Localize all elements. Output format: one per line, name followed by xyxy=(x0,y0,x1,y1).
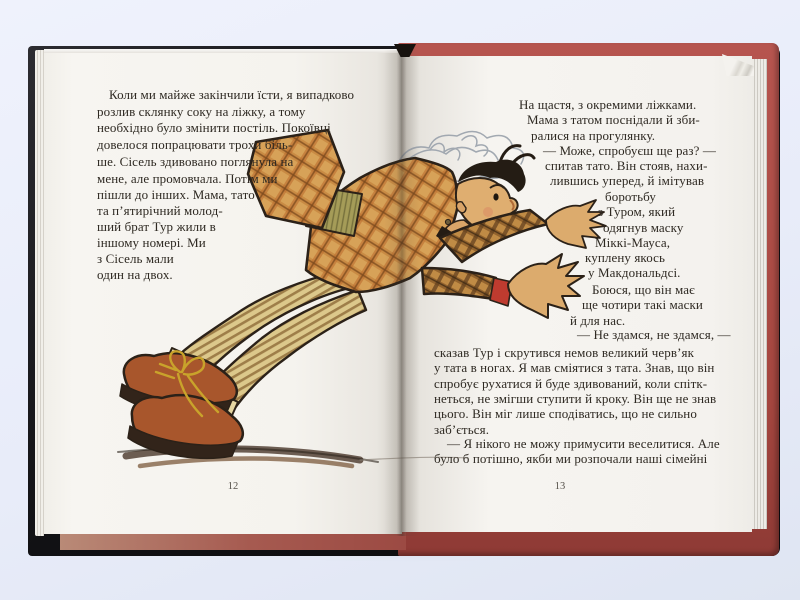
text-line: На щастя, з окремими ліжками. xyxy=(519,97,697,112)
text-line: Боюся, що він має xyxy=(592,282,695,297)
tied-shoes xyxy=(120,353,243,458)
text-line: у тата в ногах. Я мав сміятися з тата. Знав, що він xyxy=(434,360,715,375)
text-line: з Туром, який xyxy=(598,204,676,219)
text-line: сказав Тур і скрутився немов великий черв’як xyxy=(434,345,694,360)
text-line: пішли до інших. Мама, тато xyxy=(97,187,255,202)
text-line: Міккі-Мауса, xyxy=(595,235,671,250)
text-line: довелося попрацювати трохи біль- xyxy=(97,137,293,152)
text-line: — Не здамся, не здамся, — xyxy=(577,327,731,342)
text-line: ще чотири такі маски xyxy=(582,297,703,312)
text-line: необхідно було змінити постіль. Покоївці xyxy=(97,120,331,135)
page-edges-right xyxy=(752,59,767,529)
text-line: розлив склянку соку на ліжку, а тому xyxy=(97,104,306,119)
text-line: у Макдональдсі. xyxy=(588,265,681,280)
page-top-edge xyxy=(44,49,398,53)
text-line: мене, але промовчала. Потім ми xyxy=(97,171,278,186)
blush-cheek xyxy=(483,207,493,217)
text-line: та п’ятирічний молод- xyxy=(97,203,223,218)
page-edges-left xyxy=(35,50,44,536)
text-line: заб’ється. xyxy=(434,422,490,437)
text-line: ший брат Тур жили в xyxy=(97,219,216,234)
text-line: з Сісель мали xyxy=(97,251,174,266)
text-line: було б потішно, якби ми розпочали наші сімейні xyxy=(434,451,708,466)
text-line: — Я нікого не можу примусити веселитися. Але xyxy=(447,436,720,451)
text-line: боротьбу xyxy=(605,189,656,204)
text-line: цього. Він міг лише сподіватись, що не сильно xyxy=(434,406,697,421)
page-number-right: 13 xyxy=(554,481,566,492)
text-line: лившись уперед, й імітував xyxy=(550,173,705,188)
text-line: неться, не змігши ступити й кроку. Він ще не знав xyxy=(434,391,717,406)
text-line: ралися на прогулянку. xyxy=(531,128,656,143)
text-line: — Може, спробуєш ще раз? — xyxy=(543,143,716,158)
eye xyxy=(493,193,498,200)
text-line: куплену якось xyxy=(585,250,666,265)
lower-hand xyxy=(508,254,584,318)
text-line: спитав тато. Він стояв, нахи- xyxy=(545,158,708,173)
text-line: один на двох. xyxy=(97,267,173,282)
text-line: спробує рухатися й буде здивований, коли спітк- xyxy=(434,376,708,391)
text-line: Коли ми майже закінчили їсти, я випадково xyxy=(109,87,355,102)
lower-sleeve xyxy=(422,268,500,300)
page-number-left: 12 xyxy=(227,481,239,492)
text-line: одягнув маску xyxy=(603,220,684,235)
text-line: ше. Сісель здивовано поглянула на xyxy=(97,154,294,169)
text-line: й для нас. xyxy=(570,313,626,328)
text-line: іншому номері. Ми xyxy=(97,235,206,250)
text-line: Мама з татом поснідали й зби- xyxy=(527,112,700,127)
